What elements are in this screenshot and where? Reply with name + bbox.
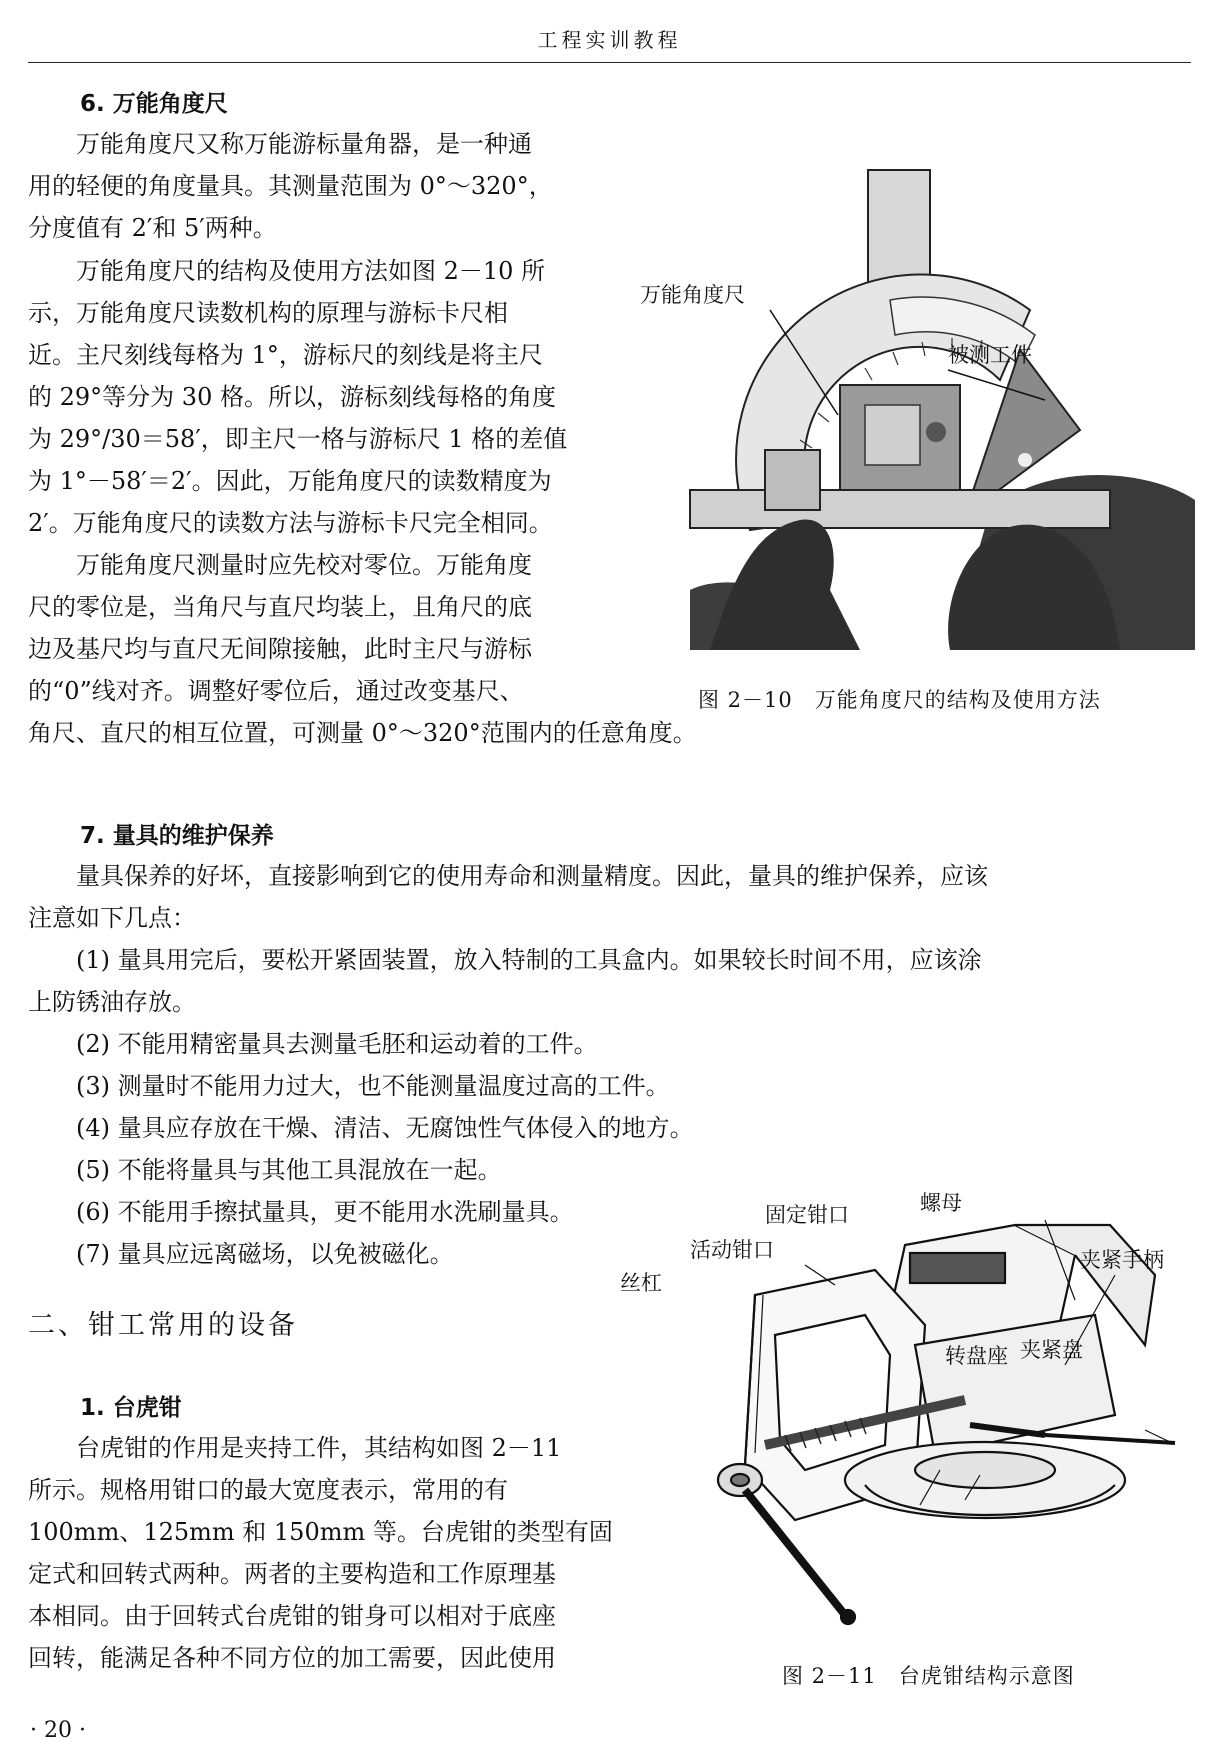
label-movable-jaw: 活动钳口 bbox=[690, 1238, 774, 1262]
section-6-heading: 6. 万能角度尺 bbox=[80, 91, 228, 117]
s7-line-4: 上防锈油存放。 bbox=[28, 988, 196, 1016]
figure-2-10-protractor bbox=[640, 170, 1200, 650]
s6-line-9: 为 1°－58′＝2′。因此，万能角度尺的读数精度为 bbox=[28, 467, 552, 495]
s7-item-5: (5) 不能将量具与其他工具混放在一起。 bbox=[28, 1156, 502, 1184]
s6-line-7: 的 29°等分为 30 格。所以，游标刻线每格的角度 bbox=[28, 383, 556, 411]
label-workpiece: 被测工件 bbox=[948, 343, 1032, 367]
s1-line-1: 台虎钳的作用是夹持工件，其结构如图 2－11 bbox=[28, 1434, 562, 1462]
s7-line-2: 注意如下几点： bbox=[28, 904, 196, 932]
label-protractor: 万能角度尺 bbox=[640, 283, 745, 307]
section-7-heading: 7. 量具的维护保养 bbox=[80, 823, 274, 849]
s6-line-8: 为 29°/30＝58′，即主尺一格与游标尺 1 格的差值 bbox=[28, 425, 568, 453]
s7-item-7: (7) 量具应远离磁场，以免被磁化。 bbox=[28, 1240, 454, 1268]
header-rule bbox=[28, 62, 1191, 63]
s6-line-2: 用的轻便的角度量具。其测量范围为 0°～320°， bbox=[28, 172, 553, 200]
s1-line-5: 本相同。由于回转式台虎钳的钳身可以相对于底座 bbox=[28, 1602, 556, 1630]
s6-line-14: 的“0”线对齐。调整好零位后，通过改变基尺、 bbox=[28, 677, 524, 705]
page-number: · 20 · bbox=[30, 1718, 86, 1743]
s7-item-2: (2) 不能用精密量具去测量毛胚和运动着的工件。 bbox=[28, 1030, 598, 1058]
straight-ruler bbox=[690, 490, 1110, 528]
label-clamp-disk: 夹紧盘 bbox=[1020, 1338, 1083, 1362]
s7-item-4: (4) 量具应存放在干燥、清洁、无腐蚀性气体侵入的地方。 bbox=[28, 1114, 694, 1142]
s7-line-1: 量具保养的好坏，直接影响到它的使用寿命和测量精度。因此，量具的维护保养，应该 bbox=[28, 862, 988, 890]
label-screw: 丝杠 bbox=[620, 1271, 662, 1295]
label-swivel-base: 转盘座 bbox=[945, 1344, 1008, 1368]
s1-line-2: 所示。规格用钳口的最大宽度表示，常用的有 bbox=[28, 1476, 508, 1504]
figure-2-11-bench-vise bbox=[620, 1185, 1205, 1625]
figure-2-11-caption: 图 2－11 台虎钳结构示意图 bbox=[782, 1664, 1075, 1688]
s7-item-3: (3) 测量时不能用力过大，也不能测量温度过高的工件。 bbox=[28, 1072, 670, 1100]
s6-line-5: 示，万能角度尺读数机构的原理与游标卡尺相 bbox=[28, 299, 508, 327]
s6-line-11: 万能角度尺测量时应先校对零位。万能角度 bbox=[28, 551, 532, 579]
s6-line-10: 2′。万能角度尺的读数方法与游标卡尺完全相同。 bbox=[28, 509, 553, 537]
s6-line-6: 近。主尺刻线每格为 1°，游标尺的刻线是将主尺 bbox=[28, 341, 543, 369]
running-header: 工程实训教程 bbox=[537, 28, 682, 52]
label-fixed-jaw: 固定钳口 bbox=[765, 1203, 849, 1227]
s7-line-3: (1) 量具用完后，要松开紧固装置，放入特制的工具盒内。如果较长时间不用，应该涂 bbox=[28, 946, 982, 974]
label-nut: 螺母 bbox=[920, 1191, 962, 1215]
chapter-heading: 二、钳工常用的设备 bbox=[28, 1310, 298, 1341]
figure-2-10-caption: 图 2－10 万能角度尺的结构及使用方法 bbox=[698, 688, 1101, 712]
s6-line-3: 分度值有 2′和 5′两种。 bbox=[28, 214, 277, 242]
s6-line-13: 边及基尺均与直尺无间隙接触，此时主尺与游标 bbox=[28, 635, 532, 663]
s1-line-4: 定式和回转式两种。两者的主要构造和工作原理基 bbox=[28, 1560, 556, 1588]
s6-line-4: 万能角度尺的结构及使用方法如图 2－10 所 bbox=[28, 257, 546, 285]
s1-line-6: 回转，能满足各种不同方位的加工需要，因此使用 bbox=[28, 1644, 556, 1672]
label-handle: 夹紧手柄 bbox=[1080, 1248, 1164, 1272]
s7-item-6: (6) 不能用手擦拭量具，更不能用水洗刷量具。 bbox=[28, 1198, 574, 1226]
clamp-disk bbox=[915, 1452, 1055, 1488]
section-1-heading: 1. 台虎钳 bbox=[80, 1395, 182, 1421]
s6-line-1: 万能角度尺又称万能游标量角器，是一种通 bbox=[28, 130, 532, 158]
s1-line-3: 100mm、125mm 和 150mm 等。台虎钳的类型有固 bbox=[28, 1518, 613, 1546]
s6-line-15: 角尺、直尺的相互位置，可测量 0°～320°范围内的任意角度。 bbox=[28, 719, 697, 747]
s6-line-12: 尺的零位是，当角尺与直尺均装上，且角尺的底 bbox=[28, 593, 532, 621]
